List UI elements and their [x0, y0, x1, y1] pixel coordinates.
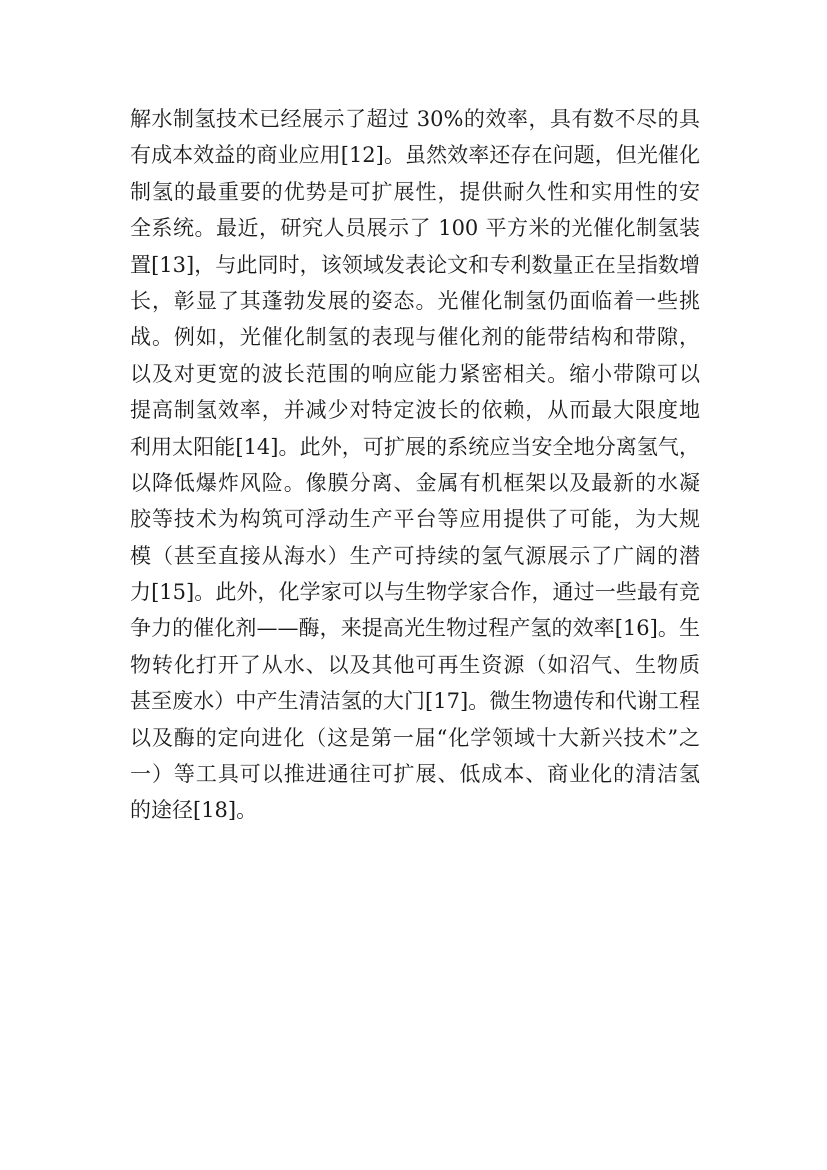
text-line: 置[13]，与此同时，该领域发表论文和专利数量正在呈指数增 [130, 252, 700, 277]
text-line: 以降低爆炸风险。像膜分离、金属有机框架以及最新的水凝 [130, 470, 700, 495]
text-line: 的途径[18]。 [130, 798, 258, 823]
text-line: 争力的催化剂——酶，来提高光生物过程产氢的效率[16]。生 [130, 616, 700, 641]
text-line: 制氢的最重要的优势是可扩展性，提供耐久性和实用性的安 [130, 179, 700, 204]
text-line: 有成本效益的商业应用[12]。虽然效率还存在问题，但光催化 [130, 143, 700, 168]
text-line: 一）等工具可以推进通往可扩展、低成本、商业化的清洁氢 [130, 762, 700, 787]
text-line: 以及酶的定向进化（这是第一届“化学领域十大新兴技术”之 [130, 725, 700, 750]
text-line: 战。例如，光催化制氢的表现与催化剂的能带结构和带隙， [130, 325, 700, 350]
text-line: 提高制氢效率，并减少对特定波长的依赖，从而最大限度地 [130, 398, 700, 423]
text-line: 长，彰显了其蓬勃发展的姿态。光催化制氢仍面临着一些挑 [130, 288, 700, 313]
text-line: 胶等技术为构筑可浮动生产平台等应用提供了可能，为大规 [130, 507, 700, 532]
text-line: 解水制氢技术已经展示了超过 30%的效率，具有数不尽的具 [130, 107, 700, 131]
text-line: 模（甚至直接从海水）生产可持续的氢气源展示了广阔的潜 [130, 543, 700, 568]
text-line: 全系统。最近，研究人员展示了 100 平方米的光催化制氢装 [130, 216, 700, 241]
text-line: 力[15]。此外，化学家可以与生物学家合作，通过一些最有竞 [130, 580, 700, 605]
text-line: 物转化打开了从水、以及其他可再生资源（如沼气、生物质 [130, 652, 700, 677]
text-line: 以及对更宽的波长范围的响应能力紧密相关。缩小带隙可以 [130, 361, 700, 386]
body-paragraph [130, 101, 700, 829]
text-line: 甚至废水）中产生清洁氢的大门[17]。微生物遗传和代谢工程 [130, 689, 700, 714]
text-line: 利用太阳能[14]。此外，可扩展的系统应当安全地分离氢气， [130, 434, 700, 459]
